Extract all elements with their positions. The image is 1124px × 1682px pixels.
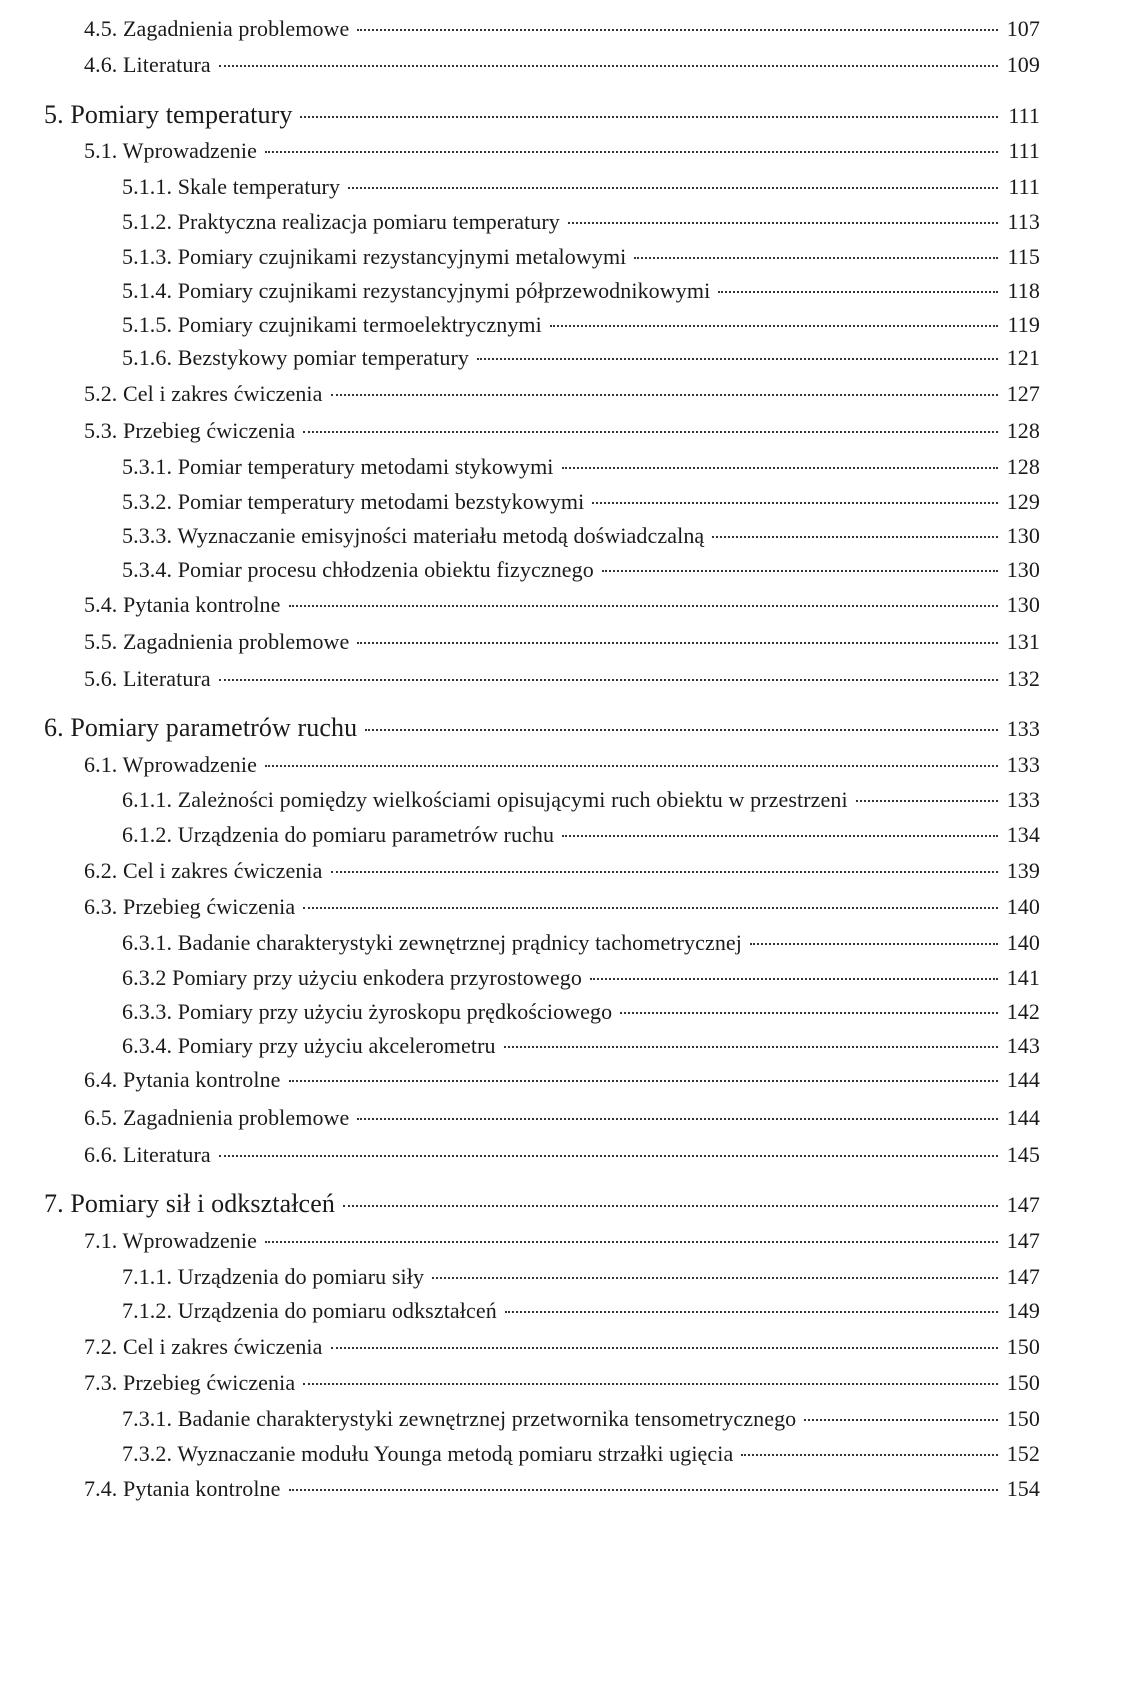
toc-entry-title: Pomiary przy użyciu enkodera przyrostowego <box>172 965 582 990</box>
toc-entry-number: 5.1.3. <box>122 244 173 269</box>
toc-entry-title: Pomiary przy użyciu żyroskopu prędkościowego <box>177 999 613 1024</box>
toc-entry-label <box>84 592 285 618</box>
toc-page-number: 111 <box>1008 103 1040 128</box>
toc-entry-label <box>84 1105 353 1131</box>
toc-entry-title: Przebieg ćwiczenia <box>123 1370 296 1395</box>
dot-leader <box>718 291 998 293</box>
toc-entry-label <box>84 894 299 920</box>
toc-entry-title: Badanie charakterystyki zewnętrznej prądnicy tachometrycznej <box>177 930 743 955</box>
toc-page-number: 128 <box>1006 418 1040 443</box>
toc-entry-number: 5.1.6. <box>122 345 173 370</box>
toc-page-number: 127 <box>1006 381 1040 406</box>
dot-leader <box>504 1046 998 1048</box>
dot-leader <box>741 1454 998 1456</box>
toc-entry-number: 5.3.1. <box>122 454 173 479</box>
toc-entry-number: 6.3. <box>84 894 118 919</box>
toc-entry-label <box>44 100 296 130</box>
dot-leader <box>219 1155 998 1157</box>
toc-page-number: 150 <box>1006 1370 1040 1395</box>
toc-entry-title: Pomiary przy użyciu akcelerometru <box>177 1033 496 1058</box>
toc-entry-title: Pomiary temperatury <box>70 100 293 129</box>
toc-subsection-entry <box>122 523 1040 553</box>
toc-section-entry <box>84 381 1040 411</box>
toc-entry-label <box>84 666 215 692</box>
toc-subsection-entry <box>122 489 1040 519</box>
toc-page-number: 147 <box>1006 1228 1040 1253</box>
dot-leader <box>432 1277 998 1279</box>
toc-section-entry <box>84 1476 1040 1506</box>
toc-entry-number: 6.1.1. <box>122 787 173 812</box>
toc-entry-label <box>122 999 616 1025</box>
toc-section-entry <box>84 1228 1040 1258</box>
toc-entry-number: 6.2. <box>84 858 118 883</box>
toc-entry-number: 6.5. <box>84 1105 118 1130</box>
toc-page-number: 130 <box>1006 592 1040 617</box>
toc-subsection-entry <box>122 930 1040 960</box>
toc-entry-number: 7.3.2. <box>122 1441 173 1466</box>
toc-page-number: 133 <box>1006 787 1040 812</box>
toc-entry-number: 6.4. <box>84 1067 118 1092</box>
toc-page-number: 134 <box>1006 822 1040 847</box>
toc-entry-title: Pomiar temperatury metodami stykowymi <box>177 454 554 479</box>
dot-leader <box>568 222 998 224</box>
toc-chapter-entry <box>44 713 1040 747</box>
toc-entry-label <box>84 138 261 164</box>
toc-subsection-entry <box>122 1264 1040 1294</box>
dot-leader <box>331 871 999 873</box>
toc-page-number: 121 <box>1006 345 1040 370</box>
toc-page-number: 132 <box>1006 666 1040 691</box>
toc-section-entry <box>84 1105 1040 1135</box>
dot-leader <box>343 1205 998 1207</box>
toc-page-number: 140 <box>1006 930 1040 955</box>
toc-page-number: 113 <box>1007 209 1040 234</box>
toc-page-number: 118 <box>1007 278 1040 303</box>
toc-section-entry <box>84 666 1040 696</box>
dot-leader <box>357 1118 998 1120</box>
dot-leader <box>550 325 998 327</box>
toc-page-number: 129 <box>1006 489 1040 514</box>
toc-entry-label <box>44 713 361 743</box>
toc-entry-number: 5.3.3. <box>122 523 173 548</box>
dot-leader <box>219 65 998 67</box>
toc-section-entry <box>84 1067 1040 1097</box>
toc-entry-number: 7. <box>44 1189 64 1218</box>
dot-leader <box>300 116 998 118</box>
toc-subsection-entry <box>122 312 1040 342</box>
dot-leader <box>219 679 998 681</box>
toc-entry-label <box>122 278 714 304</box>
toc-entry-label <box>122 1298 501 1324</box>
toc-section-entry <box>84 1142 1040 1172</box>
toc-entry-title: Zagadnienia problemowe <box>123 629 350 654</box>
toc-page-number: 115 <box>1007 244 1040 269</box>
toc-page-number: 144 <box>1006 1067 1040 1092</box>
dot-leader <box>620 1012 998 1014</box>
toc-entry-number: 6. <box>44 713 64 742</box>
toc-entry-number: 6.1. <box>84 752 118 777</box>
dot-leader <box>303 1383 998 1385</box>
dot-leader <box>592 502 998 504</box>
toc-page-number: 133 <box>1006 752 1040 777</box>
toc-page-number: 107 <box>1006 16 1040 41</box>
toc-entry-label <box>122 1441 737 1467</box>
toc-page-number: 111 <box>1008 138 1040 163</box>
toc-chapter-entry <box>44 1189 1040 1223</box>
toc-entry-title: Literatura <box>123 666 211 691</box>
toc-entry-title: Wprowadzenie <box>122 752 257 777</box>
toc-entry-number: 7.4. <box>84 1476 118 1501</box>
toc-entry-label <box>84 1370 299 1396</box>
toc-subsection-entry <box>122 1298 1040 1328</box>
toc-page-number: 111 <box>1008 174 1040 199</box>
toc-entry-label <box>122 489 588 515</box>
toc-subsection-entry <box>122 454 1040 484</box>
toc-page-number: 131 <box>1006 629 1040 654</box>
toc-page-number: 150 <box>1006 1406 1040 1431</box>
dot-leader <box>265 765 998 767</box>
dot-leader <box>331 1347 999 1349</box>
toc-page-number: 142 <box>1006 999 1040 1024</box>
toc-page-number: 144 <box>1006 1105 1040 1130</box>
dot-leader <box>303 431 998 433</box>
toc-entry-label <box>84 1067 285 1093</box>
toc-entry-number: 5.2. <box>84 381 118 406</box>
dot-leader <box>357 29 998 31</box>
toc-entry-number: 5.3. <box>84 418 118 443</box>
dot-leader <box>289 605 998 607</box>
dot-leader <box>562 467 998 469</box>
toc-entry-title: Praktyczna realizacja pomiaru temperatury <box>177 209 560 234</box>
toc-page-number: 119 <box>1007 312 1040 337</box>
toc-entry-title: Urządzenia do pomiaru siły <box>177 1264 425 1289</box>
toc-entry-number: 5.1.5. <box>122 312 173 337</box>
toc-page-number: 130 <box>1006 523 1040 548</box>
toc-entry-number: 7.1. <box>84 1228 118 1253</box>
toc-entry-label <box>122 822 558 848</box>
toc-entry-title: Skale temperatury <box>177 174 341 199</box>
toc-entry-title: Pomiary czujnikami termoelektrycznymi <box>177 312 542 337</box>
toc-subsection-entry <box>122 787 1040 817</box>
toc-page-number: 147 <box>1006 1192 1040 1217</box>
toc-entry-label <box>122 454 558 480</box>
dot-leader <box>562 835 998 837</box>
toc-subsection-entry <box>122 174 1040 204</box>
toc-entry-number: 5.4. <box>84 592 118 617</box>
toc-page-number: 139 <box>1006 858 1040 883</box>
toc-page-number: 130 <box>1006 557 1040 582</box>
toc-entry-title: Pytania kontrolne <box>123 592 281 617</box>
toc-subsection-entry <box>122 965 1040 995</box>
toc-entry-number: 5.5. <box>84 629 118 654</box>
toc-entry-label <box>122 312 546 338</box>
toc-entry-number: 5.1.4. <box>122 278 173 303</box>
toc-entry-label <box>122 930 746 956</box>
toc-entry-label <box>84 418 299 444</box>
toc-entry-label <box>84 1476 285 1502</box>
toc-entry-label <box>84 1334 327 1360</box>
toc-subsection-entry <box>122 822 1040 852</box>
toc-section-entry <box>84 1370 1040 1400</box>
toc-page-number: 128 <box>1006 454 1040 479</box>
dot-leader <box>602 570 998 572</box>
toc-entry-number: 5.1. <box>84 138 118 163</box>
toc-entry-label <box>122 557 598 583</box>
toc-subsection-entry <box>122 209 1040 239</box>
toc-entry-title: Badanie charakterystyki zewnętrznej przetwornika tensometrycznego <box>177 1406 797 1431</box>
toc-entry-number: 7.3.1. <box>122 1406 173 1431</box>
toc-subsection-entry <box>122 278 1040 308</box>
toc-entry-number: 7.1.1. <box>122 1264 173 1289</box>
toc-entry-title: Wyznaczanie emisyjności materiału metodą doświadczalną <box>177 523 705 548</box>
toc-entry-number: 5.6. <box>84 666 118 691</box>
toc-entry-title: Zależności pomiędzy wielkościami opisującymi ruch obiektu w przestrzeni <box>177 787 848 812</box>
dot-leader <box>590 978 998 980</box>
toc-entry-label <box>122 244 630 270</box>
toc-entry-label <box>122 523 708 549</box>
toc-entry-label <box>44 1189 339 1219</box>
dot-leader <box>289 1080 998 1082</box>
toc-entry-title: Pomiar procesu chłodzenia obiektu fizycznego <box>177 557 594 582</box>
toc-entry-title: Bezstykowy pomiar temperatury <box>177 345 469 370</box>
toc-section-entry <box>84 418 1040 448</box>
toc-entry-label <box>122 1406 800 1432</box>
toc-entry-number: 6.3.3. <box>122 999 173 1024</box>
toc-entry-number: 6.3.1. <box>122 930 173 955</box>
toc-subsection-entry <box>122 999 1040 1029</box>
toc-page-number: 133 <box>1006 716 1040 741</box>
dot-leader <box>712 536 998 538</box>
toc-entry-number: 6.6. <box>84 1142 118 1167</box>
toc-entry-label <box>84 16 353 42</box>
dot-leader <box>505 1311 998 1313</box>
toc-entry-title: Pomiary czujnikami rezystancyjnymi półprzewodnikowymi <box>177 278 711 303</box>
toc-section-entry <box>84 752 1040 782</box>
dot-leader <box>265 1241 998 1243</box>
dot-leader <box>634 257 998 259</box>
toc-entry-title: Przebieg ćwiczenia <box>123 894 296 919</box>
toc-entry-number: 5.1.1. <box>122 174 173 199</box>
toc-subsection-entry <box>122 1406 1040 1436</box>
toc-entry-label <box>84 52 215 78</box>
toc-section-entry <box>84 138 1040 168</box>
toc-section-entry <box>84 16 1040 46</box>
toc-page-number: 147 <box>1006 1264 1040 1289</box>
toc-entry-title: Literatura <box>123 52 211 77</box>
toc-subsection-entry <box>122 244 1040 274</box>
toc-entry-label <box>122 965 586 991</box>
toc-section-entry <box>84 52 1040 82</box>
toc-entry-label <box>122 209 564 235</box>
toc-section-entry <box>84 1334 1040 1364</box>
dot-leader <box>303 907 998 909</box>
toc-page-number: 140 <box>1006 894 1040 919</box>
toc-entry-label <box>122 174 344 200</box>
toc-entry-label <box>122 787 852 813</box>
toc-entry-number: 5.1.2. <box>122 209 173 234</box>
toc-entry-number: 6.1.2. <box>122 822 173 847</box>
toc-entry-title: Wprowadzenie <box>122 1228 257 1253</box>
dot-leader <box>750 943 998 945</box>
toc-entry-number: 4.5. <box>84 16 118 41</box>
toc-page-number: 150 <box>1006 1334 1040 1359</box>
dot-leader <box>348 187 998 189</box>
dot-leader <box>331 394 999 396</box>
toc-page-number: 143 <box>1006 1033 1040 1058</box>
toc-entry-title: Wyznaczanie modułu Younga metodą pomiaru strzałki ugięcia <box>177 1441 734 1466</box>
toc-page-number: 109 <box>1006 52 1040 77</box>
toc-page-number: 152 <box>1006 1441 1040 1466</box>
dot-leader <box>265 151 998 153</box>
toc-entry-number: 5.3.2. <box>122 489 173 514</box>
toc-entry-label <box>84 1228 261 1254</box>
toc-subsection-entry <box>122 345 1040 375</box>
toc-subsection-entry <box>122 1441 1040 1471</box>
toc-entry-label <box>84 1142 215 1168</box>
toc-entry-title: Przebieg ćwiczenia <box>123 418 296 443</box>
toc-entry-title: Urządzenia do pomiaru parametrów ruchu <box>177 822 555 847</box>
toc-entry-title: Cel i zakres ćwiczenia <box>123 858 323 883</box>
toc-entry-label <box>84 858 327 884</box>
toc-entry-label <box>84 381 327 407</box>
toc-entry-title: Literatura <box>123 1142 211 1167</box>
dot-leader <box>357 642 998 644</box>
toc-chapter-entry <box>44 100 1040 134</box>
toc-entry-label <box>122 1264 428 1290</box>
toc-entry-title: Cel i zakres ćwiczenia <box>123 1334 323 1359</box>
toc-entry-title: Pomiar temperatury metodami bezstykowymi <box>177 489 585 514</box>
toc-entry-label <box>84 752 261 778</box>
toc-subsection-entry <box>122 1033 1040 1063</box>
toc-entry-title: Urządzenia do pomiaru odkształceń <box>177 1298 497 1323</box>
toc-entry-number: 5. <box>44 100 64 129</box>
dot-leader <box>289 1489 998 1491</box>
toc-entry-number: 5.3.4. <box>122 557 173 582</box>
dot-leader <box>804 1419 998 1421</box>
toc-section-entry <box>84 629 1040 659</box>
toc-entry-label <box>84 629 353 655</box>
toc-entry-title: Pomiary sił i odkształceń <box>70 1189 335 1218</box>
toc-entry-title: Zagadnienia problemowe <box>123 16 350 41</box>
toc-entry-number: 7.3. <box>84 1370 118 1395</box>
toc-section-entry <box>84 858 1040 888</box>
toc-entry-title: Cel i zakres ćwiczenia <box>123 381 323 406</box>
toc-entry-number: 4.6. <box>84 52 118 77</box>
toc-entry-title: Wprowadzenie <box>122 138 257 163</box>
toc-entry-title: Pomiary parametrów ruchu <box>70 713 358 742</box>
toc-entry-label <box>122 345 473 371</box>
toc-entry-number: 7.2. <box>84 1334 118 1359</box>
toc-page-number: 154 <box>1006 1476 1040 1501</box>
dot-leader <box>856 800 998 802</box>
toc-entry-title: Zagadnienia problemowe <box>123 1105 350 1130</box>
dot-leader <box>365 729 998 731</box>
toc-entry-number: 6.3.2 <box>122 965 167 990</box>
toc-section-entry <box>84 592 1040 622</box>
toc-entry-label <box>122 1033 500 1059</box>
toc-section-entry <box>84 894 1040 924</box>
toc-page-number: 149 <box>1006 1298 1040 1323</box>
toc-entry-number: 7.1.2. <box>122 1298 173 1323</box>
toc-entry-title: Pytania kontrolne <box>123 1067 281 1092</box>
toc-entry-title: Pomiary czujnikami rezystancyjnymi metalowymi <box>177 244 627 269</box>
toc-page-number: 141 <box>1006 965 1040 990</box>
dot-leader <box>477 358 998 360</box>
toc-page-number: 145 <box>1006 1142 1040 1167</box>
toc-entry-number: 6.3.4. <box>122 1033 173 1058</box>
toc-entry-title: Pytania kontrolne <box>123 1476 281 1501</box>
toc-subsection-entry <box>122 557 1040 587</box>
